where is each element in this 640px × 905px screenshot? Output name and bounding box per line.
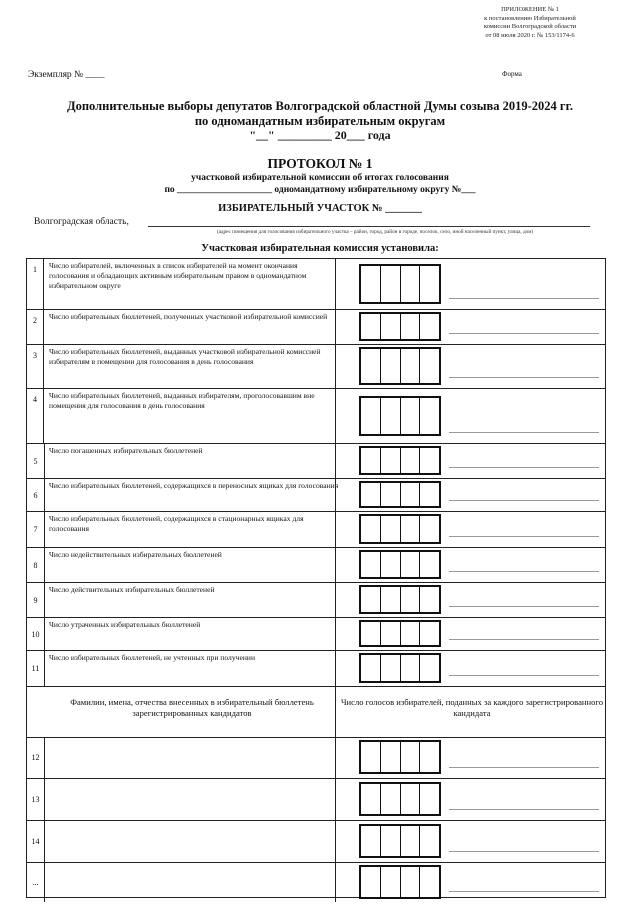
digit-box[interactable] xyxy=(420,867,439,897)
digit-box[interactable] xyxy=(401,314,421,339)
column-divider xyxy=(335,389,336,443)
digit-box[interactable] xyxy=(361,867,381,897)
digit-box[interactable] xyxy=(361,349,381,383)
candidate-row xyxy=(27,737,605,779)
digit-box[interactable] xyxy=(361,448,381,473)
digit-box[interactable] xyxy=(420,826,439,856)
digit-boxes[interactable] xyxy=(359,620,441,647)
candidates-names-header: Фамилии, имена, отчества внесенных в избирательный бюллетень зарегистрированных кандидатов xyxy=(70,697,314,718)
appendix-line: от 08 июля 2020 г. № 153/1174-6 xyxy=(485,31,575,39)
words-line[interactable] xyxy=(449,536,599,537)
row-number: 11 xyxy=(27,651,45,686)
row-number: 8 xyxy=(27,548,45,582)
row-label: Число избирательных бюллетеней, не учтенных при получении xyxy=(49,653,256,662)
digit-boxes[interactable] xyxy=(359,550,441,579)
digit-boxes[interactable] xyxy=(359,396,441,436)
candidate-row xyxy=(27,821,605,863)
table-row xyxy=(27,259,605,310)
digit-box[interactable] xyxy=(361,784,381,814)
digit-box[interactable] xyxy=(361,622,381,645)
row-label: Число избирательных бюллетеней, полученных участковой избирательной комиссией xyxy=(49,312,328,321)
digit-box[interactable] xyxy=(381,398,401,434)
row-number: 10 xyxy=(27,618,45,650)
digit-box[interactable] xyxy=(401,398,421,434)
protocol-subtitle: участковой избирательной комиссии об итогах голосования xyxy=(191,173,449,183)
digit-box[interactable] xyxy=(420,349,439,383)
column-divider xyxy=(335,310,336,344)
election-title: Дополнительные выборы депутатов Волгоградской областной Думы созыва 2019-2024 гг. xyxy=(67,99,573,113)
row-number: 12 xyxy=(27,737,45,778)
table-row xyxy=(27,548,605,583)
digit-box[interactable] xyxy=(361,655,381,681)
candidate-name-field[interactable] xyxy=(49,739,339,775)
digit-box[interactable] xyxy=(401,349,421,383)
candidate-name-field[interactable] xyxy=(49,781,339,817)
digit-box[interactable] xyxy=(361,826,381,856)
row-label: Число избирателей, включенных в список избирателей на момент окончания голосования и обладающих активным избирательным правом в одномандатном избирательном округе xyxy=(49,261,307,290)
digit-boxes[interactable] xyxy=(359,585,441,614)
table-row xyxy=(27,345,605,389)
digit-boxes[interactable] xyxy=(359,824,441,858)
column-divider xyxy=(335,651,336,686)
digit-boxes[interactable] xyxy=(359,740,441,774)
row-number: 4 xyxy=(27,389,44,443)
polling-station-line: ИЗБИРАТЕЛЬНЫЙ УЧАСТОК № _______ xyxy=(218,203,422,214)
digit-box[interactable] xyxy=(381,867,401,897)
row-number: 2 xyxy=(27,310,44,344)
words-line[interactable] xyxy=(449,500,599,501)
words-line[interactable] xyxy=(449,675,599,676)
region-label: Волгоградская область, xyxy=(34,217,129,227)
protocol-heading: ПРОТОКОЛ № 1 xyxy=(267,156,373,171)
row-number: 1 xyxy=(27,259,44,309)
election-subtitle: по одномандатным избирательным округам xyxy=(194,114,446,128)
digit-box[interactable] xyxy=(361,742,381,772)
table-row xyxy=(27,583,605,618)
digit-box[interactable] xyxy=(381,622,401,645)
row-label: Число недействительных избирательных бюллетеней xyxy=(49,550,222,559)
words-line[interactable] xyxy=(449,377,599,378)
column-divider xyxy=(335,259,336,309)
digit-box[interactable] xyxy=(401,483,421,506)
column-divider xyxy=(335,821,336,862)
digit-box[interactable] xyxy=(420,483,439,506)
column-divider xyxy=(335,345,336,388)
words-line[interactable] xyxy=(449,891,599,892)
words-line[interactable] xyxy=(449,809,599,810)
candidate-row xyxy=(27,779,605,821)
digit-box[interactable] xyxy=(401,516,421,542)
candidate-row xyxy=(27,863,605,902)
form-label: Форма xyxy=(502,70,522,78)
column-divider xyxy=(335,687,336,737)
digit-boxes[interactable] xyxy=(359,312,441,341)
table-row xyxy=(27,389,605,444)
words-line[interactable] xyxy=(449,298,599,299)
digit-box[interactable] xyxy=(381,826,401,856)
row-label: Число действительных избирательных бюллетеней xyxy=(49,585,215,594)
candidate-name-field[interactable] xyxy=(49,865,339,899)
table-row xyxy=(27,310,605,345)
digit-box[interactable] xyxy=(381,483,401,506)
digit-box[interactable] xyxy=(420,448,439,473)
digit-box[interactable] xyxy=(361,552,381,577)
district-line: по ____________________ одномандатному избирательному округу №___ xyxy=(164,185,476,195)
digit-box[interactable] xyxy=(381,587,401,612)
words-line[interactable] xyxy=(449,333,599,334)
digit-boxes[interactable] xyxy=(359,481,441,508)
column-divider xyxy=(335,737,336,778)
digit-box[interactable] xyxy=(420,314,439,339)
row-number: 3 xyxy=(27,345,44,388)
row-number: ... xyxy=(27,863,45,902)
digit-box[interactable] xyxy=(401,867,421,897)
table-row xyxy=(27,618,605,651)
digit-box[interactable] xyxy=(401,784,421,814)
column-divider xyxy=(335,583,336,617)
digit-box[interactable] xyxy=(420,784,439,814)
row-number: 9 xyxy=(27,583,45,617)
row-number: 13 xyxy=(27,779,45,820)
digit-boxes[interactable] xyxy=(359,514,441,544)
column-divider xyxy=(335,779,336,820)
digit-box[interactable] xyxy=(381,314,401,339)
candidate-name-field[interactable] xyxy=(49,823,339,859)
digit-box[interactable] xyxy=(381,742,401,772)
digit-box[interactable] xyxy=(361,398,381,434)
digit-box[interactable] xyxy=(420,398,439,434)
digit-boxes[interactable] xyxy=(359,264,441,304)
candidates-header xyxy=(27,687,605,738)
words-line[interactable] xyxy=(449,851,599,852)
address-hint: (адрес помещения для голосования избирательного участка – район, город, район в городе, поселок, село, иной населенный пункт, улица, дом) xyxy=(216,229,534,235)
appendix-line: комиссии Волгоградской области xyxy=(483,23,577,31)
digit-box[interactable] xyxy=(381,516,401,542)
appendix-line: к постановлению Избирательной xyxy=(484,14,576,22)
column-divider xyxy=(335,444,336,478)
row-label: Число избирательных бюллетеней, выданных участковой избирательной комиссией избирателям в помещении для голосования в день голосования xyxy=(49,347,321,366)
appendix-note xyxy=(440,6,620,40)
digit-box[interactable] xyxy=(401,742,421,772)
digit-box[interactable] xyxy=(401,552,421,577)
protocol-table xyxy=(26,258,606,898)
row-label: Число избирательных бюллетеней, содержащихся в переносных ящиках для голосования xyxy=(49,481,339,490)
digit-box[interactable] xyxy=(420,742,439,772)
column-divider xyxy=(335,618,336,650)
column-divider xyxy=(335,479,336,511)
digit-box[interactable] xyxy=(361,483,381,506)
table-row xyxy=(27,512,605,548)
address-field[interactable] xyxy=(148,226,590,227)
digit-box[interactable] xyxy=(420,552,439,577)
digit-box[interactable] xyxy=(381,448,401,473)
row-label: Число утраченных избирательных бюллетеней xyxy=(49,620,201,629)
digit-box[interactable] xyxy=(361,516,381,542)
digit-box[interactable] xyxy=(361,587,381,612)
digit-boxes[interactable] xyxy=(359,446,441,475)
digit-box[interactable] xyxy=(361,314,381,339)
copy-number-label: Экземпляр № ____ xyxy=(28,70,105,80)
digit-boxes[interactable] xyxy=(359,347,441,385)
digit-box[interactable] xyxy=(420,622,439,645)
row-label: Число избирательных бюллетеней, выданных избирателям, проголосовавшим вне помещения для голосования в день голосования xyxy=(49,391,315,410)
table-row xyxy=(27,444,605,479)
row-number: 6 xyxy=(27,479,45,511)
words-line[interactable] xyxy=(449,767,599,768)
column-divider xyxy=(335,548,336,582)
digit-box[interactable] xyxy=(381,552,401,577)
row-number: 7 xyxy=(27,512,45,547)
digit-boxes[interactable] xyxy=(359,782,441,816)
digit-boxes[interactable] xyxy=(359,865,441,899)
digit-box[interactable] xyxy=(381,266,401,302)
digit-box[interactable] xyxy=(381,655,401,681)
digit-box[interactable] xyxy=(381,784,401,814)
digit-box[interactable] xyxy=(401,655,421,681)
table-row xyxy=(27,479,605,512)
digit-box[interactable] xyxy=(361,266,381,302)
election-date-line: "__" _________ 20___ года xyxy=(249,128,391,142)
row-number: 5 xyxy=(27,444,45,478)
column-divider xyxy=(335,863,336,902)
words-line[interactable] xyxy=(449,571,599,572)
words-line[interactable] xyxy=(449,606,599,607)
digit-box[interactable] xyxy=(420,266,439,302)
digit-box[interactable] xyxy=(401,587,421,612)
digit-boxes[interactable] xyxy=(359,653,441,683)
candidates-votes-header: Число голосов избирателей, поданных за каждого зарегистрированного кандидата xyxy=(340,697,604,718)
row-label: Число избирательных бюллетеней, содержащихся в стационарных ящиках для голосования xyxy=(49,514,304,533)
digit-box[interactable] xyxy=(420,516,439,542)
digit-box[interactable] xyxy=(381,349,401,383)
column-divider xyxy=(335,512,336,547)
row-number: 14 xyxy=(27,821,45,862)
digit-box[interactable] xyxy=(401,622,421,645)
table-row xyxy=(27,651,605,687)
digit-box[interactable] xyxy=(420,587,439,612)
established-heading: Участковая избирательная комиссия установила: xyxy=(201,243,439,254)
digit-box[interactable] xyxy=(401,266,421,302)
digit-box[interactable] xyxy=(420,655,439,681)
digit-box[interactable] xyxy=(401,826,421,856)
words-line[interactable] xyxy=(449,432,599,433)
digit-box[interactable] xyxy=(401,448,421,473)
words-line[interactable] xyxy=(449,639,599,640)
row-label: Число погашенных избирательных бюллетеней xyxy=(49,446,203,455)
appendix-title: ПРИЛОЖЕНИЕ № 1 xyxy=(501,6,559,13)
words-line[interactable] xyxy=(449,467,599,468)
